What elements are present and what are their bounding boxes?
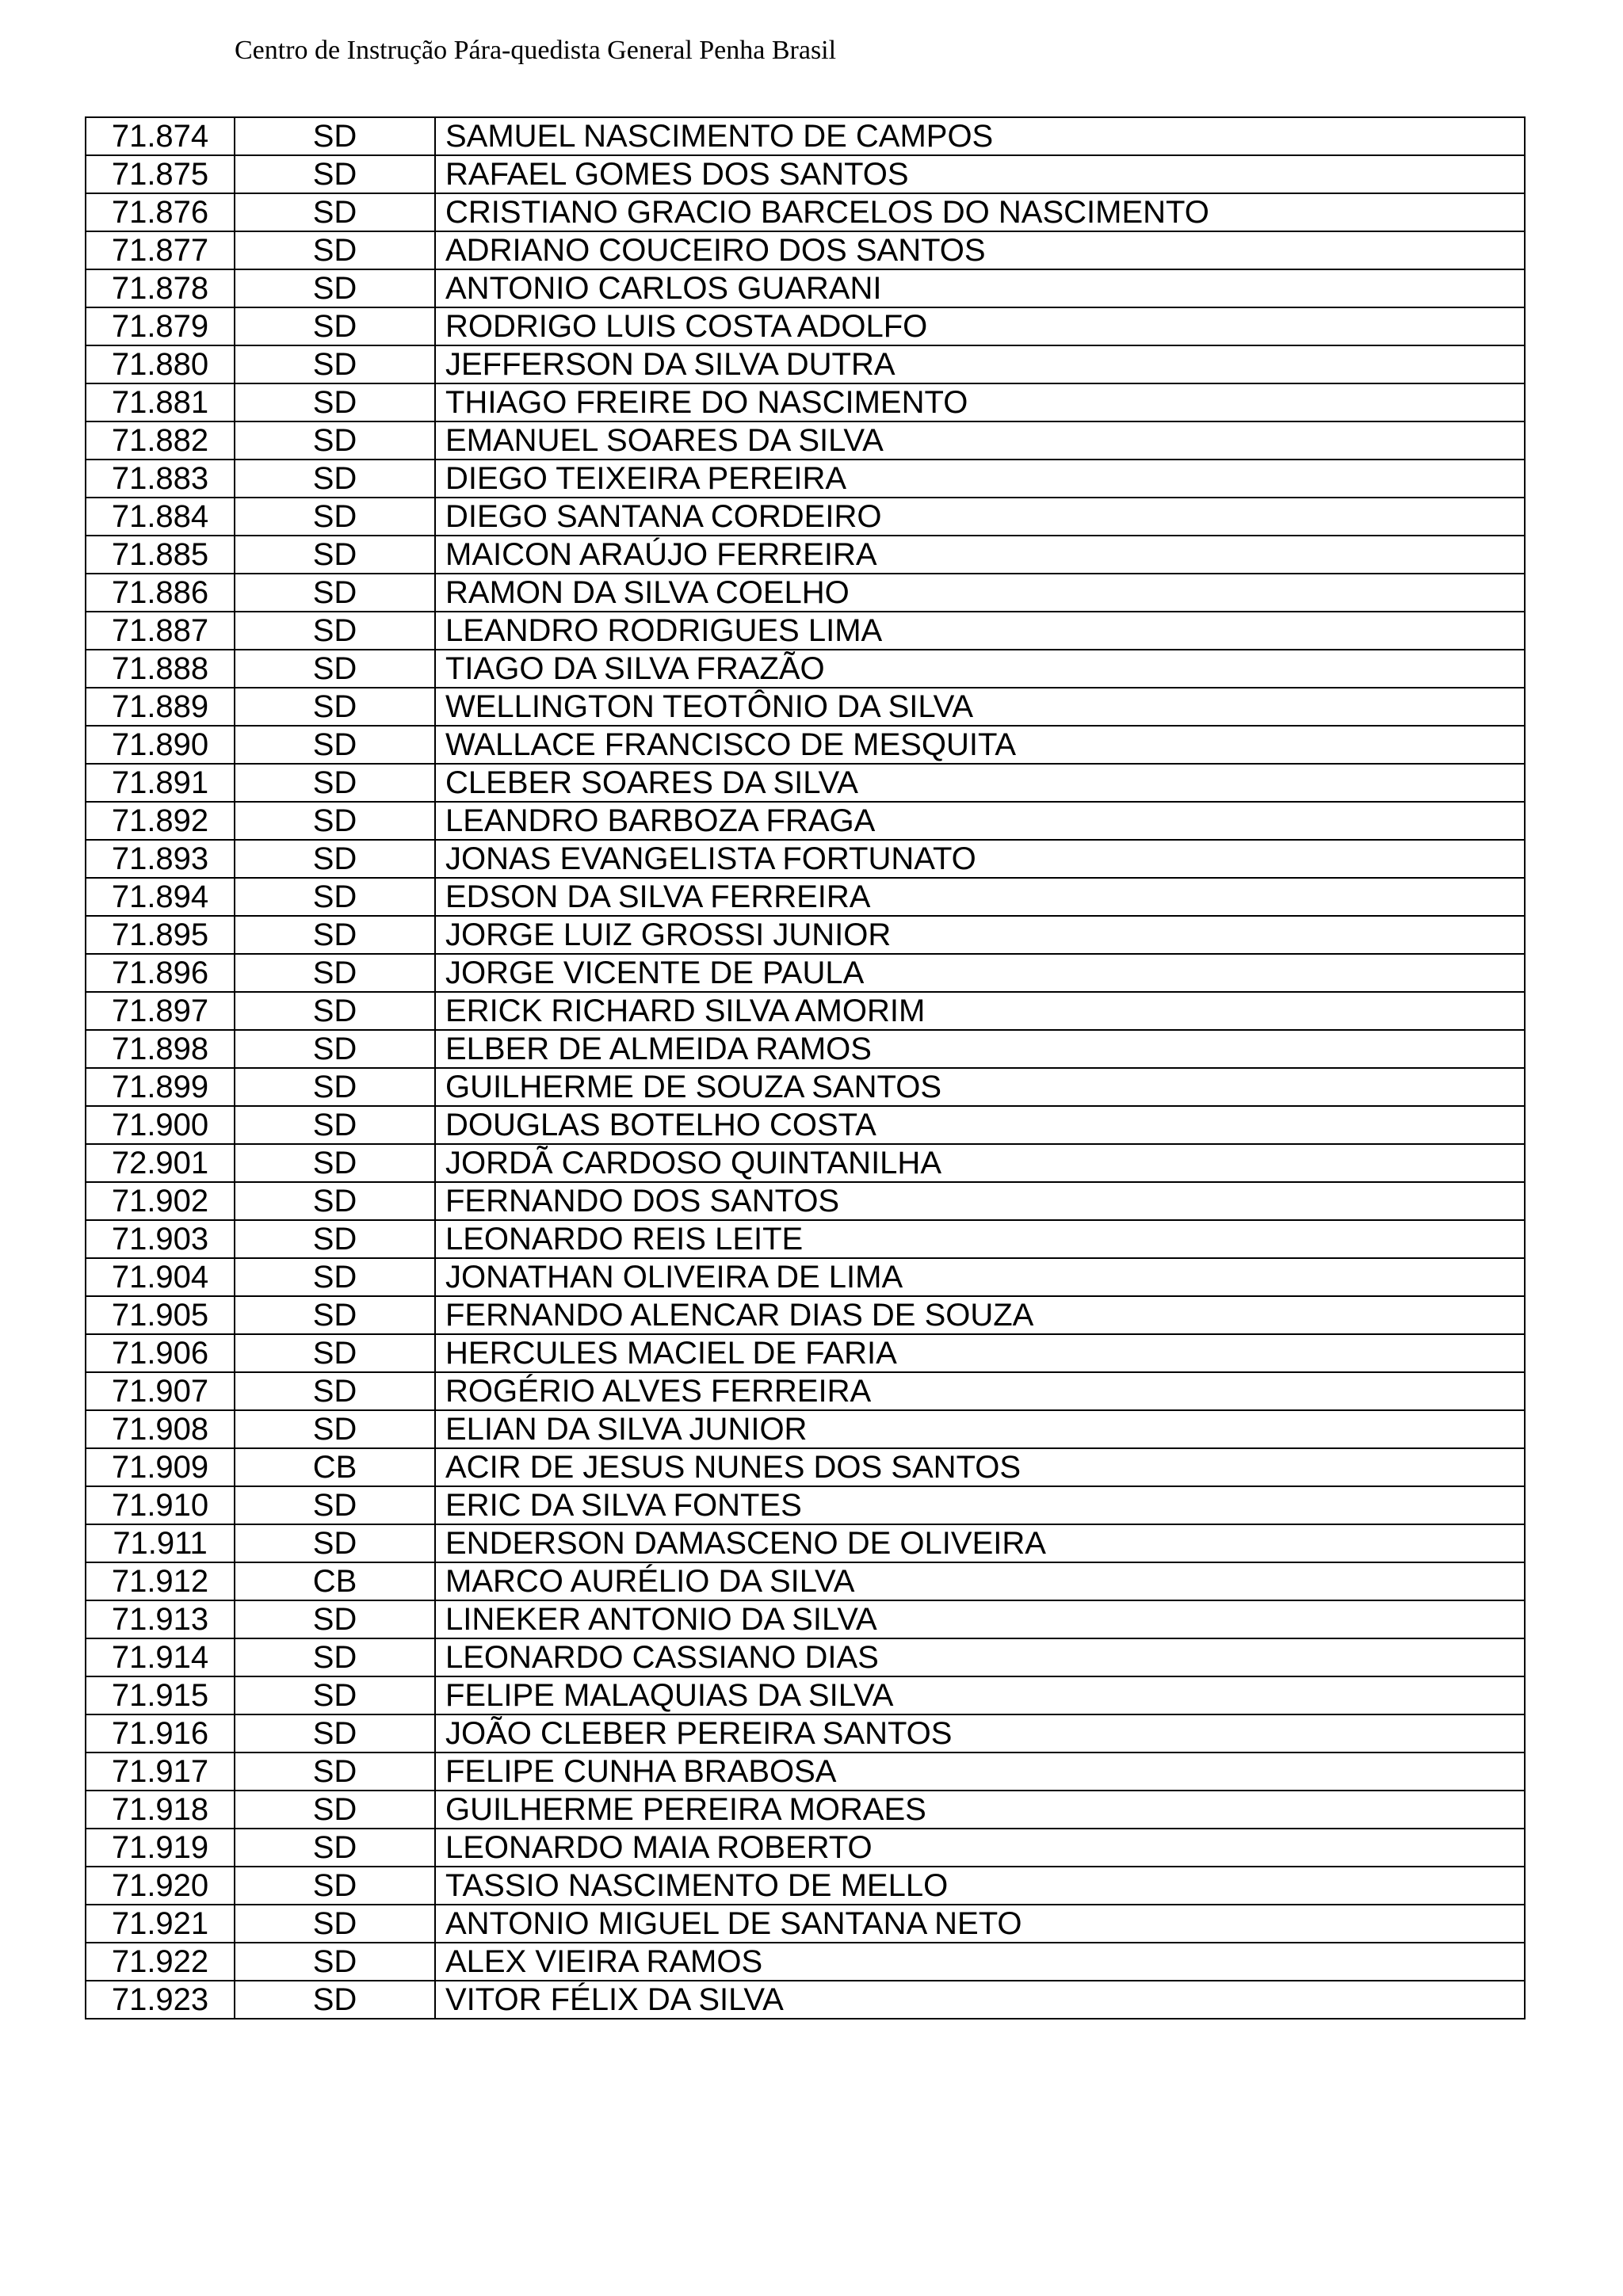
rank-cell: SD [235, 878, 435, 916]
name-cell: ANTONIO CARLOS GUARANI [435, 269, 1525, 307]
table-row [86, 726, 1525, 764]
number-cell: 71.880 [86, 345, 235, 383]
table-row [86, 421, 1525, 460]
rank-cell: SD [235, 269, 435, 307]
name-cell: JORGE VICENTE DE PAULA [435, 954, 1525, 992]
number-cell: 71.918 [86, 1791, 235, 1829]
table-row [86, 1676, 1525, 1714]
rank-cell: SD [235, 1410, 435, 1448]
name-cell: ACIR DE JESUS NUNES DOS SANTOS [435, 1448, 1525, 1486]
number-cell: 71.877 [86, 231, 235, 269]
number-cell: 71.915 [86, 1676, 235, 1714]
rank-cell: CB [235, 1448, 435, 1486]
table-row [86, 1486, 1525, 1524]
page-header: Centro de Instrução Pára-quedista General Penha Brasil [235, 36, 837, 65]
table-row [86, 840, 1525, 878]
rank-cell: SD [235, 1524, 435, 1562]
rank-cell: SD [235, 1296, 435, 1334]
rank-cell: SD [235, 1334, 435, 1372]
number-cell: 71.898 [86, 1030, 235, 1068]
name-cell: DIEGO TEIXEIRA PEREIRA [435, 460, 1525, 498]
table-row [86, 1829, 1525, 1867]
name-cell: JONAS EVANGELISTA FORTUNATO [435, 840, 1525, 878]
number-cell: 71.904 [86, 1258, 235, 1296]
number-cell: 71.883 [86, 460, 235, 498]
number-cell: 71.896 [86, 954, 235, 992]
rank-cell: SD [235, 802, 435, 840]
rank-cell: SD [235, 1676, 435, 1714]
table-row [86, 1867, 1525, 1905]
number-cell: 72.901 [86, 1144, 235, 1182]
name-cell: ERICK RICHARD SILVA AMORIM [435, 992, 1525, 1030]
number-cell: 71.906 [86, 1334, 235, 1372]
name-cell: THIAGO FREIRE DO NASCIMENTO [435, 383, 1525, 421]
table-row [86, 688, 1525, 726]
table-row [86, 1068, 1525, 1106]
name-cell: ALEX VIEIRA RAMOS [435, 1943, 1525, 1981]
number-cell: 71.894 [86, 878, 235, 916]
number-cell: 71.878 [86, 269, 235, 307]
table-row [86, 764, 1525, 802]
rank-cell: SD [235, 1600, 435, 1638]
number-cell: 71.920 [86, 1867, 235, 1905]
number-cell: 71.909 [86, 1448, 235, 1486]
name-cell: JONATHAN OLIVEIRA DE LIMA [435, 1258, 1525, 1296]
rank-cell: SD [235, 498, 435, 536]
number-cell: 71.912 [86, 1562, 235, 1600]
table-row [86, 498, 1525, 536]
name-cell: RODRIGO LUIS COSTA ADOLFO [435, 307, 1525, 345]
name-cell: FELIPE MALAQUIAS DA SILVA [435, 1676, 1525, 1714]
rank-cell: SD [235, 117, 435, 155]
roster-body [86, 117, 1525, 2019]
roster-table [85, 116, 1526, 2019]
number-cell: 71.874 [86, 117, 235, 155]
table-row [86, 650, 1525, 688]
name-cell: TIAGO DA SILVA FRAZÃO [435, 650, 1525, 688]
table-row [86, 1791, 1525, 1829]
number-cell: 71.882 [86, 421, 235, 460]
name-cell: SAMUEL NASCIMENTO DE CAMPOS [435, 117, 1525, 155]
name-cell: EDSON DA SILVA FERREIRA [435, 878, 1525, 916]
rank-cell: SD [235, 536, 435, 574]
name-cell: GUILHERME DE SOUZA SANTOS [435, 1068, 1525, 1106]
rank-cell: SD [235, 345, 435, 383]
number-cell: 71.908 [86, 1410, 235, 1448]
rank-cell: SD [235, 1182, 435, 1220]
number-cell: 71.913 [86, 1600, 235, 1638]
name-cell: DOUGLAS BOTELHO COSTA [435, 1106, 1525, 1144]
table-row [86, 1030, 1525, 1068]
table-row [86, 269, 1525, 307]
name-cell: EMANUEL SOARES DA SILVA [435, 421, 1525, 460]
name-cell: JOÃO CLEBER PEREIRA SANTOS [435, 1714, 1525, 1753]
table-row [86, 1106, 1525, 1144]
table-row [86, 574, 1525, 612]
rank-cell: SD [235, 460, 435, 498]
rank-cell: SD [235, 1486, 435, 1524]
number-cell: 71.902 [86, 1182, 235, 1220]
name-cell: FERNANDO DOS SANTOS [435, 1182, 1525, 1220]
number-cell: 71.897 [86, 992, 235, 1030]
rank-cell: SD [235, 1714, 435, 1753]
table-row [86, 612, 1525, 650]
number-cell: 71.890 [86, 726, 235, 764]
table-row [86, 1144, 1525, 1182]
name-cell: GUILHERME PEREIRA MORAES [435, 1791, 1525, 1829]
number-cell: 71.879 [86, 307, 235, 345]
rank-cell: SD [235, 1144, 435, 1182]
number-cell: 71.887 [86, 612, 235, 650]
rank-cell: SD [235, 1867, 435, 1905]
table-row [86, 1600, 1525, 1638]
table-row [86, 1524, 1525, 1562]
number-cell: 71.875 [86, 155, 235, 193]
name-cell: VITOR FÉLIX DA SILVA [435, 1981, 1525, 2019]
number-cell: 71.876 [86, 193, 235, 231]
name-cell: LEONARDO MAIA ROBERTO [435, 1829, 1525, 1867]
number-cell: 71.911 [86, 1524, 235, 1562]
name-cell: HERCULES MACIEL DE FARIA [435, 1334, 1525, 1372]
table-row [86, 307, 1525, 345]
number-cell: 71.891 [86, 764, 235, 802]
table-row [86, 1943, 1525, 1981]
rank-cell: SD [235, 1981, 435, 2019]
name-cell: ROGÉRIO ALVES FERREIRA [435, 1372, 1525, 1410]
number-cell: 71.899 [86, 1068, 235, 1106]
rank-cell: SD [235, 1905, 435, 1943]
name-cell: LEANDRO BARBOZA FRAGA [435, 802, 1525, 840]
number-cell: 71.917 [86, 1753, 235, 1791]
table-row [86, 916, 1525, 954]
table-row [86, 383, 1525, 421]
rank-cell: SD [235, 193, 435, 231]
name-cell: ELIAN DA SILVA JUNIOR [435, 1410, 1525, 1448]
number-cell: 71.885 [86, 536, 235, 574]
rank-cell: SD [235, 916, 435, 954]
name-cell: JORDÃ CARDOSO QUINTANILHA [435, 1144, 1525, 1182]
name-cell: ANTONIO MIGUEL DE SANTANA NETO [435, 1905, 1525, 1943]
rank-cell: SD [235, 574, 435, 612]
rank-cell: SD [235, 421, 435, 460]
name-cell: LINEKER ANTONIO DA SILVA [435, 1600, 1525, 1638]
table-row [86, 1334, 1525, 1372]
rank-cell: SD [235, 307, 435, 345]
rank-cell: SD [235, 1106, 435, 1144]
rank-cell: SD [235, 954, 435, 992]
name-cell: ERIC DA SILVA FONTES [435, 1486, 1525, 1524]
number-cell: 71.889 [86, 688, 235, 726]
table-row [86, 536, 1525, 574]
rank-cell: SD [235, 650, 435, 688]
table-row [86, 1562, 1525, 1600]
table-row [86, 155, 1525, 193]
rank-cell: SD [235, 764, 435, 802]
table-row [86, 1753, 1525, 1791]
table-row [86, 1410, 1525, 1448]
name-cell: RAFAEL GOMES DOS SANTOS [435, 155, 1525, 193]
number-cell: 71.916 [86, 1714, 235, 1753]
rank-cell: SD [235, 1753, 435, 1791]
name-cell: JEFFERSON DA SILVA DUTRA [435, 345, 1525, 383]
name-cell: CLEBER SOARES DA SILVA [435, 764, 1525, 802]
rank-cell: SD [235, 992, 435, 1030]
name-cell: RAMON DA SILVA COELHO [435, 574, 1525, 612]
table-row [86, 878, 1525, 916]
number-cell: 71.895 [86, 916, 235, 954]
rank-cell: SD [235, 840, 435, 878]
rank-cell: SD [235, 1791, 435, 1829]
number-cell: 71.881 [86, 383, 235, 421]
name-cell: WELLINGTON TEOTÔNIO DA SILVA [435, 688, 1525, 726]
rank-cell: SD [235, 1220, 435, 1258]
number-cell: 71.919 [86, 1829, 235, 1867]
table-row [86, 1372, 1525, 1410]
rank-cell: SD [235, 726, 435, 764]
number-cell: 71.892 [86, 802, 235, 840]
number-cell: 71.921 [86, 1905, 235, 1943]
rank-cell: SD [235, 1372, 435, 1410]
name-cell: LEANDRO RODRIGUES LIMA [435, 612, 1525, 650]
rank-cell: SD [235, 1943, 435, 1981]
number-cell: 71.907 [86, 1372, 235, 1410]
rank-cell: SD [235, 1829, 435, 1867]
name-cell: MAICON ARAÚJO FERREIRA [435, 536, 1525, 574]
table-row [86, 1714, 1525, 1753]
table-row [86, 992, 1525, 1030]
number-cell: 71.893 [86, 840, 235, 878]
number-cell: 71.922 [86, 1943, 235, 1981]
name-cell: FELIPE CUNHA BRABOSA [435, 1753, 1525, 1791]
rank-cell: SD [235, 155, 435, 193]
rank-cell: SD [235, 1638, 435, 1676]
rank-cell: SD [235, 383, 435, 421]
number-cell: 71.910 [86, 1486, 235, 1524]
name-cell: LEONARDO CASSIANO DIAS [435, 1638, 1525, 1676]
name-cell: JORGE LUIZ GROSSI JUNIOR [435, 916, 1525, 954]
rank-cell: SD [235, 231, 435, 269]
name-cell: FERNANDO ALENCAR DIAS DE SOUZA [435, 1296, 1525, 1334]
number-cell: 71.884 [86, 498, 235, 536]
number-cell: 71.888 [86, 650, 235, 688]
rank-cell: SD [235, 1258, 435, 1296]
number-cell: 71.923 [86, 1981, 235, 2019]
name-cell: ADRIANO COUCEIRO DOS SANTOS [435, 231, 1525, 269]
table-row [86, 954, 1525, 992]
name-cell: WALLACE FRANCISCO DE MESQUITA [435, 726, 1525, 764]
number-cell: 71.905 [86, 1296, 235, 1334]
rank-cell: SD [235, 1068, 435, 1106]
rank-cell: SD [235, 1030, 435, 1068]
table-row [86, 1981, 1525, 2019]
table-row [86, 345, 1525, 383]
number-cell: 71.900 [86, 1106, 235, 1144]
name-cell: CRISTIANO GRACIO BARCELOS DO NASCIMENTO [435, 193, 1525, 231]
rank-cell: SD [235, 688, 435, 726]
name-cell: LEONARDO REIS LEITE [435, 1220, 1525, 1258]
name-cell: DIEGO SANTANA CORDEIRO [435, 498, 1525, 536]
table-row [86, 1296, 1525, 1334]
table-row [86, 802, 1525, 840]
table-row [86, 1638, 1525, 1676]
number-cell: 71.886 [86, 574, 235, 612]
table-row [86, 1448, 1525, 1486]
table-row [86, 1258, 1525, 1296]
table-row [86, 460, 1525, 498]
table-row [86, 1220, 1525, 1258]
name-cell: TASSIO NASCIMENTO DE MELLO [435, 1867, 1525, 1905]
name-cell: ENDERSON DAMASCENO DE OLIVEIRA [435, 1524, 1525, 1562]
rank-cell: CB [235, 1562, 435, 1600]
number-cell: 71.914 [86, 1638, 235, 1676]
table-row [86, 1182, 1525, 1220]
table-row [86, 193, 1525, 231]
rank-cell: SD [235, 612, 435, 650]
table-row [86, 1905, 1525, 1943]
table-row [86, 117, 1525, 155]
name-cell: ELBER DE ALMEIDA RAMOS [435, 1030, 1525, 1068]
table-row [86, 231, 1525, 269]
number-cell: 71.903 [86, 1220, 235, 1258]
name-cell: MARCO AURÉLIO DA SILVA [435, 1562, 1525, 1600]
